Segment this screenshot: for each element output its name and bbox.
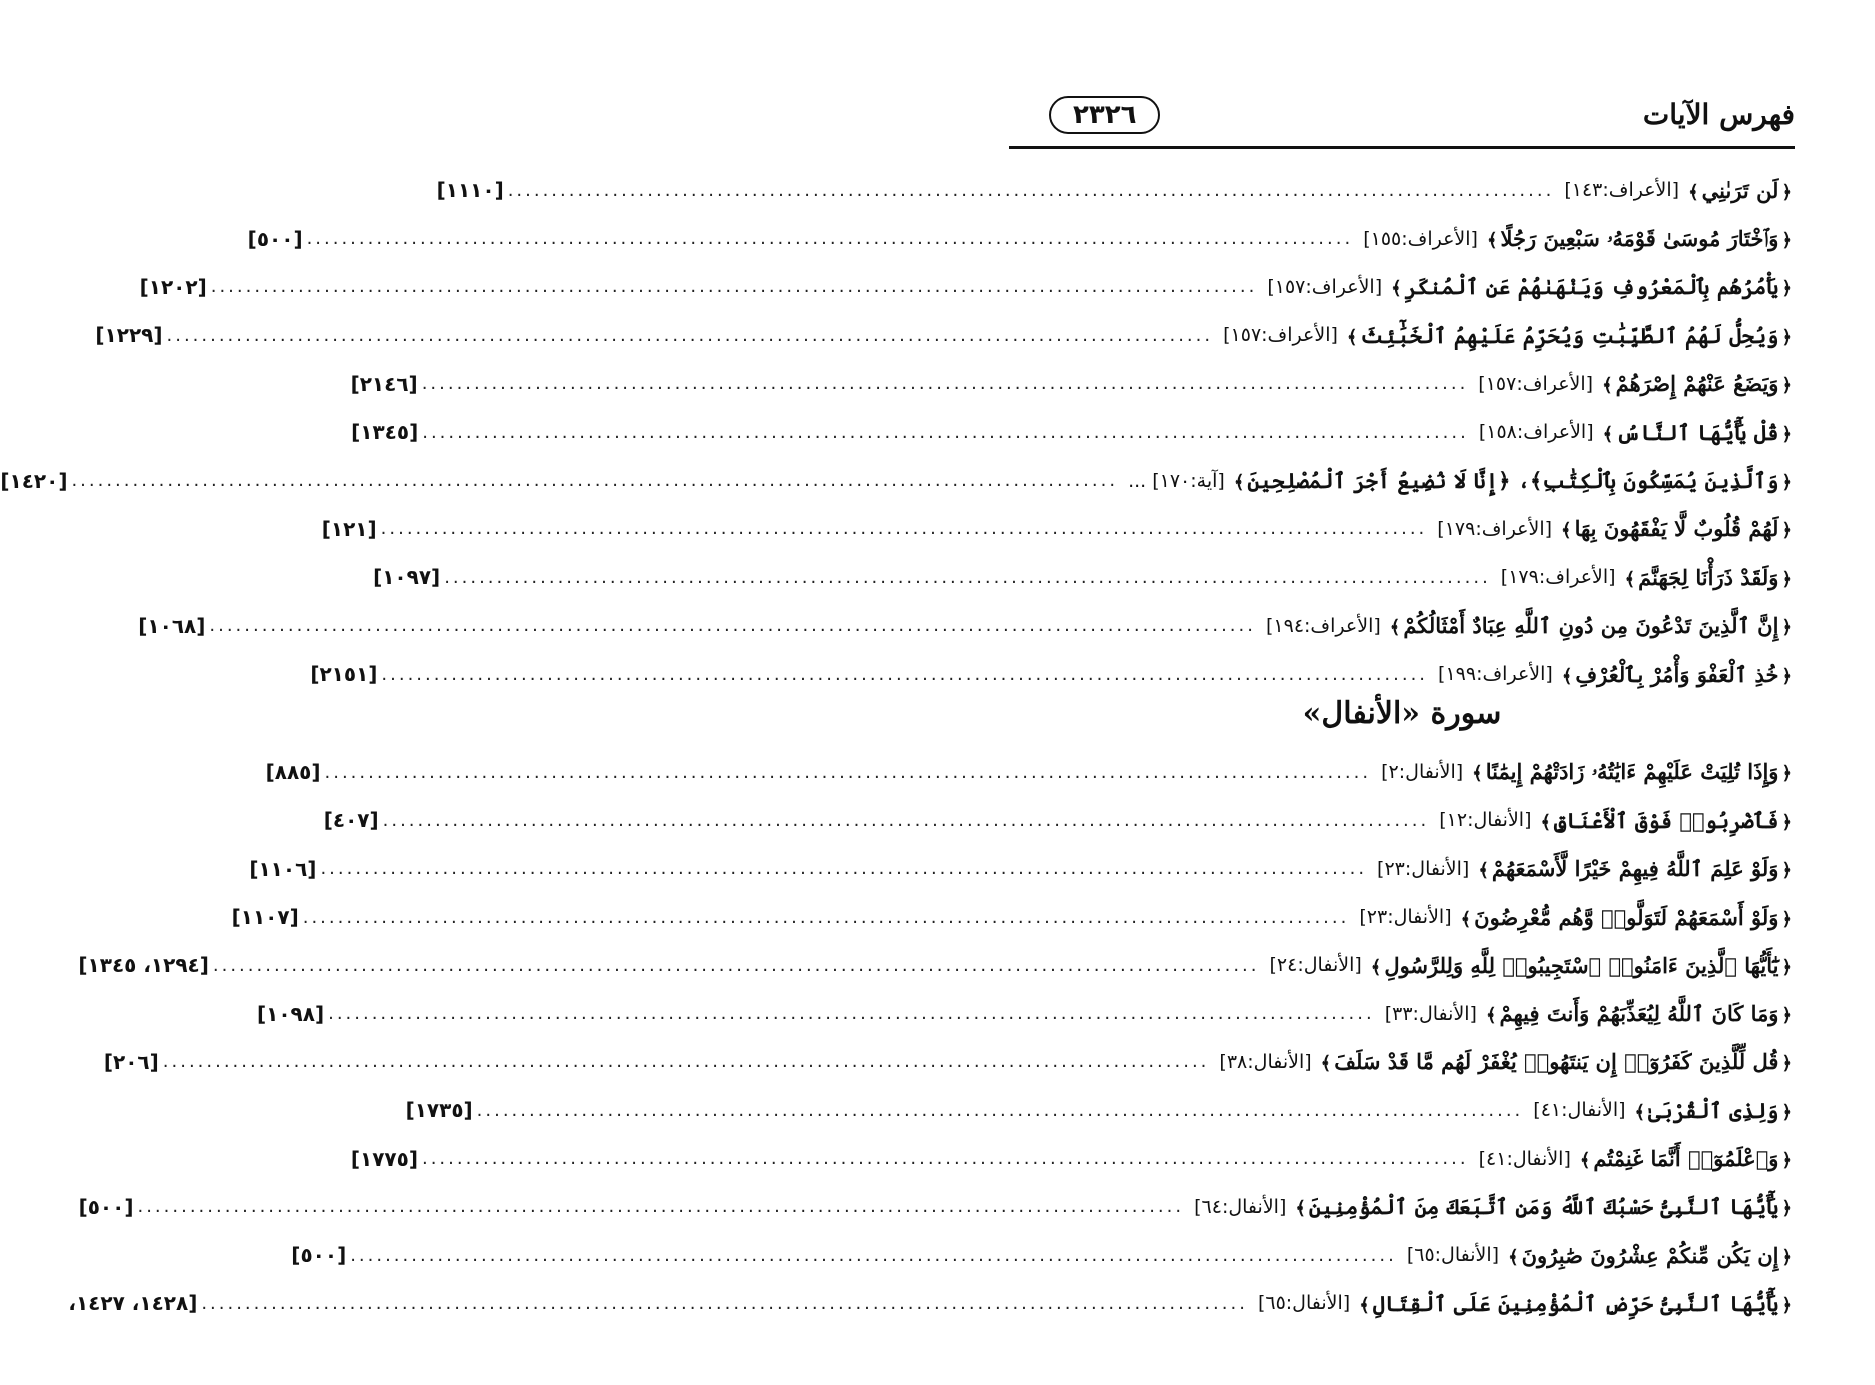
verse-reference: [الأعراف:١٧٩] <box>1437 517 1553 540</box>
verse-reference: [الأنفال:٢٣] <box>1359 906 1452 929</box>
ornate-bracket-open: ﴿ <box>1781 1246 1792 1268</box>
index-entry <box>265 748 1795 796</box>
ornate-bracket-open: ﴿ <box>1781 568 1792 590</box>
leader-dots: ........................................................................................................................ <box>421 1148 1469 1170</box>
ornate-bracket-close: ﴾ <box>1478 860 1489 882</box>
leader-dots: ........................................................................................................................ <box>302 906 1350 928</box>
index-entry <box>405 1086 1795 1134</box>
hadith-number: [١٢٩٤، ١٣٤٥] <box>78 953 209 978</box>
leader-dots: ........................................................................................................................ <box>212 954 1260 976</box>
page-title: فهرس الآيات <box>1642 98 1795 131</box>
verse-words: يَٰٓأَيُّهَا ٱلنَّبِىُّ حَسْبُكَ ٱللَّهُ وَمَنِ ٱتَّبَعَكَ مِنَ ٱلْمُؤْمِنِينَ <box>1308 1194 1779 1220</box>
verse-text <box>1387 613 1795 638</box>
ornate-bracket-close: ﴾ <box>1346 326 1358 348</box>
hadith-number: [٥٠٠] <box>247 226 303 251</box>
index-entry <box>436 166 1795 214</box>
verse-words: قُلْ يَٰٓأَيُّهَا ٱلنَّاسُ <box>1616 419 1779 445</box>
verse-reference: [الأنفال:٢٤] <box>1269 954 1362 977</box>
index-entry <box>78 941 1795 989</box>
verse-reference: [الأعراف:١٩٤] <box>1265 614 1381 637</box>
hadith-number: [١٢٢٩] <box>95 323 163 348</box>
verse-reference: [آية:١٧٠] ... <box>1128 469 1225 492</box>
leader-dots: ........................................................................................................................ <box>381 663 1429 685</box>
verse-text <box>1538 808 1796 833</box>
verse-reference: [الأعراف:١٥٧] <box>1478 372 1594 395</box>
index-entry <box>323 796 1795 844</box>
verse-text <box>1559 662 1795 687</box>
ornate-bracket-open: ﴿ <box>1781 860 1792 882</box>
ornate-bracket-close: ﴾ <box>1389 617 1401 639</box>
ornate-bracket-open: ﴿ <box>1781 908 1792 930</box>
verse-list-araf <box>0 166 1795 698</box>
verse-text <box>1483 1001 1795 1026</box>
ornate-bracket-open: ﴿ <box>1781 1198 1792 1220</box>
hadith-number: [١١١٠] <box>436 178 504 203</box>
verse-reference: [الأنفال:٦٥] <box>1257 1292 1351 1315</box>
hadith-number: [٢١٥١] <box>310 662 378 687</box>
verse-text <box>1685 178 1795 203</box>
verse-text <box>1344 323 1795 348</box>
verse-words: إِنَّ ٱلَّذِينَ تَدْعُونَ مِن دُونِ ٱللَّهِ عِبَادٌ أَمْثَالُكُمْ <box>1403 613 1779 639</box>
leader-dots: ........................................................................................................................ <box>320 858 1368 880</box>
index-entry <box>138 602 1795 650</box>
index-entry <box>231 893 1795 941</box>
header-rule <box>1009 146 1795 149</box>
verse-words: قُل لِّلَّذِينَ كَفَرُوٓا۟ إِن يَنتَهُوا۟ يُغْفَرْ لَهُم مَّا قَدْ سَلَفَ <box>1334 1049 1779 1075</box>
ornate-bracket-open: ﴿ <box>1781 665 1792 687</box>
hadith-number: [١٤٢٨، ١٤٢٧، <box>68 1291 198 1316</box>
verse-reference: [الأنفال:٣٣] <box>1384 1002 1477 1025</box>
hadith-number: [٤٠٧] <box>323 808 379 833</box>
leader-dots: ........................................................................................................................ <box>444 566 1491 588</box>
verse-words: وَلَقَدْ ذَرَأْنَا لِجَهَنَّمَ <box>1638 564 1779 590</box>
index-entry <box>350 360 1795 408</box>
ornate-bracket-open: ﴿ <box>1781 1053 1792 1075</box>
verse-text <box>1577 1146 1795 1171</box>
ornate-bracket-open: ﴿ <box>1781 423 1792 445</box>
leader-dots: ........................................................................................................................ <box>422 421 1469 443</box>
verse-list-anfal <box>68 748 1795 1328</box>
verse-reference: [الأنفال:٢٣] <box>1377 857 1470 880</box>
verse-words: يَٰٓأَيُّهَا ٱلَّذِينَ ءَامَنُوا۟ ٱسْتَجِيبُوا۟ لِلَّهِ وَلِلرَّسُولِ <box>1384 952 1779 978</box>
index-entry <box>139 263 1795 311</box>
ornate-bracket-close: ﴾ <box>1561 665 1573 687</box>
index-entry <box>68 1279 1795 1327</box>
ornate-bracket-open: ﴿ <box>1781 1101 1792 1123</box>
verse-text <box>1632 1098 1795 1123</box>
index-entry <box>350 1134 1795 1182</box>
verse-text <box>1475 856 1795 881</box>
verse-words: وَلَوْ أَسْمَعَهُمْ لَتَوَلَّوا۟ وَّهُم مُّعْرِضُونَ <box>1474 904 1779 930</box>
verse-words: وَٱخْتَارَ مُوسَىٰ قَوْمَهُۥ سَبْعِينَ رَجُلًا <box>1500 225 1779 251</box>
hadith-number: [٥٠٠] <box>291 1243 347 1268</box>
leader-dots: ........................................................................................................................ <box>328 1003 1375 1025</box>
hadith-number: [١٠٩٧] <box>373 565 441 590</box>
ornate-bracket-close: ﴾ <box>1561 520 1572 542</box>
index-entry <box>373 553 1795 601</box>
verse-words: وَلَوْ عَلِمَ ٱللَّهُ فِيهِمْ خَيْرًا لَّأَسْمَعَهُمْ <box>1491 856 1779 882</box>
leader-dots: ........................................................................................................................ <box>210 276 1258 298</box>
index-entry <box>291 1231 1795 1279</box>
verse-reference: [الأنفال:٢] <box>1381 761 1464 784</box>
ornate-bracket-close: ﴾ <box>1579 1150 1591 1172</box>
hadith-number: [١٧٧٥] <box>350 1146 418 1171</box>
ornate-bracket-open: ﴿ <box>1781 229 1792 251</box>
ornate-bracket-open: ﴿ <box>1781 181 1792 203</box>
verse-text <box>1484 226 1795 252</box>
verse-text <box>1318 1049 1795 1074</box>
ornate-bracket-close: ﴾ <box>1508 1246 1519 1268</box>
hadith-number: [٨٨٥] <box>265 760 321 785</box>
ornate-bracket-close: ﴾ <box>1688 181 1699 203</box>
hadith-number: [١٧٣٥] <box>405 1098 473 1123</box>
leader-dots: ........................................................................................................................ <box>421 373 1469 395</box>
ornate-bracket-close: ﴾ <box>1485 1005 1497 1027</box>
verse-reference: [الأعراف:١٤٣] <box>1564 179 1680 202</box>
verse-words: لَهُمْ قُلُوبٌ لَّا يَفْقَهُونَ بِهَا <box>1574 516 1779 542</box>
ornate-bracket-close: ﴾ <box>1602 423 1614 445</box>
leader-dots: ........................................................................................................................ <box>209 615 1256 637</box>
hadith-number: [١٤٢٠] <box>0 468 68 493</box>
verse-reference: [الأعراف:١٧٩] <box>1500 566 1616 589</box>
ornate-bracket-open: ﴿ <box>1781 811 1792 833</box>
ornate-bracket-close: ﴾ <box>1320 1053 1332 1075</box>
section-heading: سورة «الأنفال» <box>1302 696 1502 731</box>
hadith-number: [١٠٩٨] <box>256 1001 325 1026</box>
page-header <box>1009 86 1795 140</box>
leader-dots: ........................................................................................................................ <box>324 761 1372 783</box>
verse-text <box>1599 371 1795 396</box>
verse-reference: [الأنفال:٦٤] <box>1194 1195 1287 1218</box>
verse-words: فَٱضْرِبُوا۟ فَوْقَ ٱلْأَعْنَاقِ <box>1554 807 1779 833</box>
index-entry <box>103 1038 1795 1086</box>
verse-words: وَيُحِلُّ لَهُمُ ٱلطَّيِّبَٰتِ وَيُحَرِّمُ عَلَيْهِمُ ٱلْخَبَٰٓئِثَ <box>1360 322 1779 348</box>
leader-dots: ........................................................................................................................ <box>380 518 1428 540</box>
verse-words: وَٱلَّذِينَ يُمَسِّكُونَ بِٱلْكِتَٰبِ﴾، ﴿إِنَّا لَا نُضِيعُ أَجْرَ ٱلْمُصْلِحِينَ <box>1247 468 1779 494</box>
ornate-bracket-close: ﴾ <box>1370 956 1382 978</box>
ornate-bracket-open: ﴿ <box>1781 472 1792 494</box>
verse-words: وَإِذَا تُلِيَتْ عَلَيْهِمْ ءَايَٰتُهُۥ زَادَتْهُمْ إِيمَٰنًا <box>1485 759 1779 785</box>
verse-text <box>1558 516 1795 541</box>
verse-words: يَٰٓأَيُّهَا ٱلنَّبِىُّ حَرِّضِ ٱلْمُؤْمِنِينَ عَلَى ٱلْقِتَالِ <box>1372 1290 1779 1316</box>
leader-dots: ........................................................................................................................ <box>306 228 1354 250</box>
ornate-bracket-close: ﴾ <box>1624 568 1636 590</box>
ornate-bracket-open: ﴿ <box>1781 617 1792 639</box>
index-entry <box>95 311 1795 359</box>
leader-dots: ........................................................................................................................ <box>201 1292 1248 1314</box>
verse-reference: [الأنفال:٤١] <box>1478 1147 1571 1170</box>
verse-words: لَن تَرَىٰنِي <box>1701 177 1779 203</box>
ornate-bracket-close: ﴾ <box>1540 811 1552 833</box>
verse-text <box>1356 1291 1795 1316</box>
verse-text <box>1388 274 1795 299</box>
verse-text <box>1469 759 1795 785</box>
hadith-number: [٢٠٦] <box>103 1049 159 1074</box>
ornate-bracket-close: ﴾ <box>1295 1198 1306 1220</box>
verse-words: وَيَضَعُ عَنْهُمْ إِصْرَهُمْ <box>1615 371 1779 397</box>
ornate-bracket-open: ﴿ <box>1781 326 1792 348</box>
hadith-number: [١٠٦٨] <box>138 613 206 638</box>
verse-reference: [الأنفال:٣٨] <box>1219 1050 1312 1073</box>
leader-dots: ........................................................................................................................ <box>137 1196 1185 1218</box>
ornate-bracket-open: ﴿ <box>1781 375 1792 397</box>
index-entry <box>247 214 1795 262</box>
index-entry <box>351 408 1795 456</box>
ornate-bracket-close: ﴾ <box>1634 1101 1646 1123</box>
verse-words: وَلِذِى ٱلْقُرْبَىٰ <box>1648 1097 1779 1123</box>
verse-reference: [الأعراف:١٥٥] <box>1363 227 1478 250</box>
leader-dots: ........................................................................................................................ <box>166 324 1214 346</box>
verse-reference: [الأعراف:١٥٧] <box>1223 324 1338 347</box>
ornate-bracket-open: ﴿ <box>1781 1005 1792 1027</box>
verse-text <box>1368 953 1795 978</box>
ornate-bracket-close: ﴾ <box>1486 229 1498 251</box>
leader-dots: ........................................................................................................................ <box>71 470 1119 492</box>
ornate-bracket-open: ﴿ <box>1781 1294 1792 1316</box>
verse-text <box>1622 565 1795 590</box>
verse-text <box>1231 468 1795 493</box>
ornate-bracket-close: ﴾ <box>1359 1294 1370 1316</box>
verse-reference: [الأنفال:١٢] <box>1439 809 1532 832</box>
verse-words: وَمَا كَانَ ٱللَّهُ لِيُعَذِّبَهُمْ وَأَنتَ فِيهِمْ <box>1499 1001 1779 1027</box>
ornate-bracket-close: ﴾ <box>1460 908 1472 930</box>
verse-text <box>1292 1194 1795 1219</box>
hadith-number: [٥٠٠] <box>78 1194 134 1219</box>
index-entry <box>249 845 1795 893</box>
page-number: ٢٣٢٦ <box>1049 96 1160 134</box>
leader-dots: ........................................................................................................................ <box>162 1051 1210 1073</box>
verse-words: خُذِ ٱلْعَفْوَ وَأْمُرْ بِٱلْعُرْفِ <box>1575 661 1779 687</box>
leader-dots: ........................................................................................................................ <box>382 809 1430 831</box>
ornate-bracket-open: ﴿ <box>1781 956 1792 978</box>
leader-dots: ........................................................................................................................ <box>507 179 1555 201</box>
verse-text <box>1600 420 1795 445</box>
index-entry <box>256 989 1795 1037</box>
verse-reference: [الأعراف:١٥٨] <box>1478 421 1594 444</box>
ornate-bracket-open: ﴿ <box>1781 763 1792 785</box>
verse-reference: [الأعراف:١٥٧] <box>1267 275 1383 298</box>
ornate-bracket-close: ﴾ <box>1233 472 1245 494</box>
verse-words: إِن يَكُن مِّنكُمْ عِشْرُونَ صَٰبِرُونَ <box>1521 1242 1779 1268</box>
index-entry <box>310 650 1795 698</box>
ornate-bracket-close: ﴾ <box>1472 763 1483 785</box>
hadith-number: [١٢١] <box>321 516 377 541</box>
index-entry <box>321 505 1795 553</box>
index-entry <box>78 1183 1795 1231</box>
hadith-number: [٢١٤٦] <box>350 371 418 396</box>
hadith-number: [١٣٤٥] <box>351 420 419 445</box>
ornate-bracket-open: ﴿ <box>1781 278 1792 300</box>
verse-words: يَأْمُرُهُم بِٱلْمَعْرُوفِ وَيَنْهَىٰهُمْ عَنِ ٱلْمُنكَرِ <box>1404 274 1779 300</box>
verse-text <box>1505 1243 1795 1268</box>
verse-reference: [الأنفال:٦٥] <box>1406 1244 1500 1267</box>
hadith-number: [١١٠٦] <box>249 856 317 881</box>
verse-reference: [الأعراف:١٩٩] <box>1438 663 1553 686</box>
leader-dots: ........................................................................................................................ <box>476 1099 1524 1121</box>
leader-dots: ........................................................................................................................ <box>350 1244 1397 1266</box>
hadith-number: [١٢٠٢] <box>139 274 207 299</box>
verse-text <box>1458 905 1795 930</box>
index-entry <box>0 456 1795 504</box>
ornate-bracket-close: ﴾ <box>1391 278 1402 300</box>
verse-reference: [الأنفال:٤١] <box>1533 1099 1626 1122</box>
ornate-bracket-open: ﴿ <box>1781 1150 1792 1172</box>
hadith-number: [١١٠٧] <box>231 905 299 930</box>
ornate-bracket-close: ﴾ <box>1602 375 1613 397</box>
ornate-bracket-open: ﴿ <box>1781 520 1792 542</box>
verse-words: وَٱعْلَمُوٓا۟ أَنَّمَا غَنِمْتُم <box>1593 1146 1779 1172</box>
